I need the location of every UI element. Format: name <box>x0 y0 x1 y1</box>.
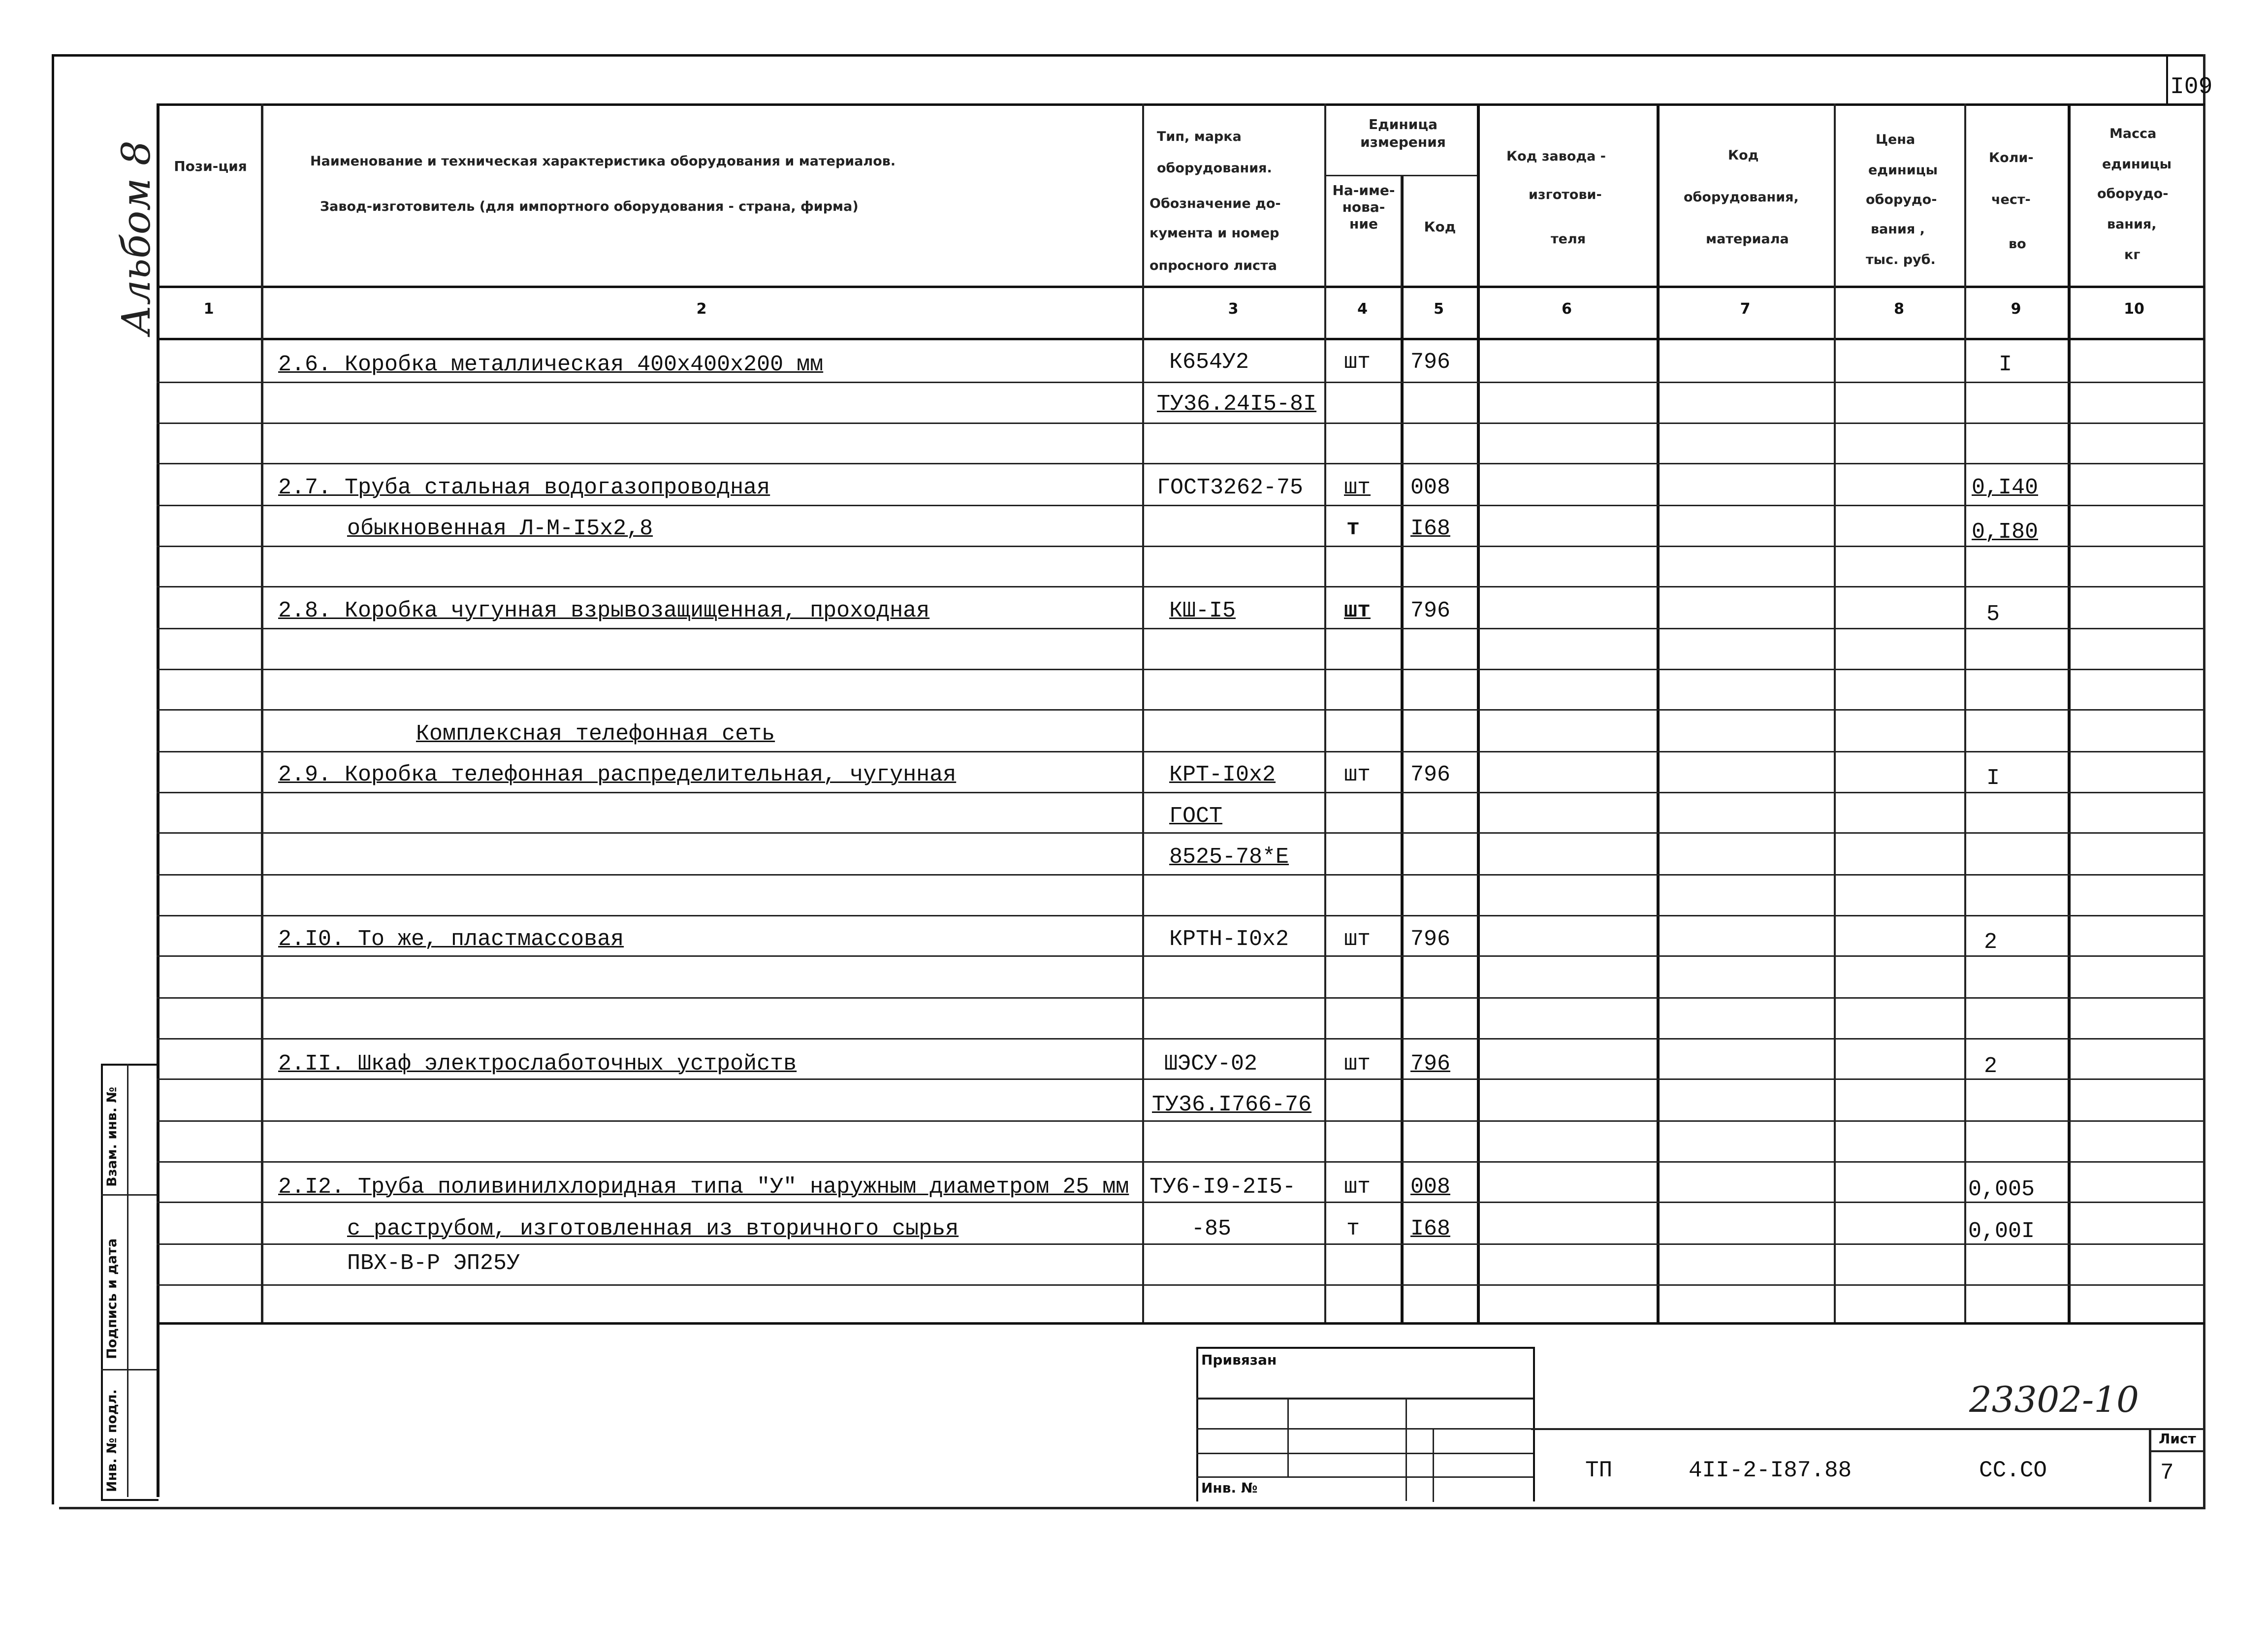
header-type-b: оборудования. <box>1157 161 1272 176</box>
item-type: ТУ36.24I5-8I <box>1157 391 1317 417</box>
colnum-10: 10 <box>2124 300 2144 318</box>
left-stamp-line <box>101 1194 157 1196</box>
item-qty: 5 <box>1986 602 2000 627</box>
item-unit-code: 008 <box>1410 1174 1451 1200</box>
header-name-line2: Завод-изготовитель (для импортного оборудования - страна, фирма) <box>320 199 859 214</box>
row-line <box>157 463 2204 464</box>
header-price-e: тыс. руб. <box>1866 252 1936 267</box>
row-line <box>157 1284 2204 1286</box>
header-equip-code-b: оборудования, <box>1684 190 1799 205</box>
item-unit: шт <box>1344 1174 1371 1200</box>
section-heading: Комплексная телефонная сеть <box>416 721 775 747</box>
item-unit-code: 008 <box>1410 475 1451 500</box>
item-qty: 0,I40 <box>1972 475 2039 500</box>
col-line-1 <box>261 103 263 1322</box>
privyazan-box <box>1196 1347 1535 1501</box>
privyazan-line <box>1196 1398 1533 1400</box>
album-label: Альбом 8 <box>113 140 159 335</box>
colnum-5: 5 <box>1434 300 1444 318</box>
frame-bottom <box>59 1507 2205 1509</box>
item-name: 2.I0. То же, пластмассовая <box>278 927 624 952</box>
colnum-bottom-line <box>157 338 2204 340</box>
item-type: КШ-I5 <box>1169 598 1236 623</box>
left-stamp-divider <box>127 1064 128 1497</box>
item-unit-code: 796 <box>1410 762 1451 787</box>
header-factory-b: изготови- <box>1529 187 1602 202</box>
item-unit-code: I68 <box>1410 1216 1451 1241</box>
item-type: ГОСТ3262-75 <box>1157 475 1304 500</box>
header-equip-code-c: материала <box>1706 231 1789 247</box>
row-line <box>157 1161 2204 1163</box>
doc-section: СС.СО <box>1979 1458 2047 1483</box>
row-line <box>157 1202 2204 1203</box>
item-unit: т <box>1346 1216 1360 1241</box>
item-unit: шт <box>1344 762 1371 787</box>
header-mass-c: оборудо- <box>2097 186 2169 201</box>
title-block-line <box>2149 1450 2203 1452</box>
colnum-3: 3 <box>1228 300 1239 318</box>
header-factory-a: Код завода - <box>1506 149 1606 164</box>
header-price-c: оборудо- <box>1866 192 1937 207</box>
header-type-c: Обозначение до- <box>1150 196 1281 211</box>
row-line <box>157 546 2204 547</box>
item-unit-code: 796 <box>1410 927 1451 952</box>
privyazan-line <box>1196 1476 1533 1478</box>
item-name: ПВХ-В-Р ЭП25У <box>347 1251 520 1276</box>
row-line <box>157 628 2204 629</box>
item-type: ТУ6-I9-2I5- <box>1150 1174 1296 1200</box>
col-line-7 <box>1834 103 1836 1322</box>
item-unit-code: 796 <box>1410 350 1451 375</box>
privyazan-line <box>1196 1428 1533 1430</box>
item-name: с раструбом, изготовленная из вторичного сырья <box>347 1216 959 1241</box>
row-line <box>157 997 2204 999</box>
item-type: ШЭСУ-02 <box>1164 1051 1258 1076</box>
title-block-divider <box>2149 1428 2151 1502</box>
colnum-9: 9 <box>2011 300 2021 318</box>
header-type-e: опросного листа <box>1150 258 1277 273</box>
privyazan-divider <box>1287 1398 1289 1476</box>
row-line <box>157 751 2204 752</box>
item-qty: 0,I80 <box>1972 520 2039 545</box>
item-qty: I <box>1986 766 2000 791</box>
item-qty: 2 <box>1984 1054 1998 1079</box>
item-type: -85 <box>1191 1216 1232 1241</box>
header-price-a: Цена <box>1876 132 1916 147</box>
sheet-number: 7 <box>2160 1460 2174 1486</box>
row-line <box>157 1078 2204 1080</box>
item-qty: 0,005 <box>1968 1177 2035 1202</box>
privyazan-label: Привязан <box>1201 1352 1277 1368</box>
item-unit: шт <box>1344 1051 1371 1076</box>
item-unit: шт <box>1344 927 1371 952</box>
frame-right <box>2203 54 2205 1509</box>
item-qty: I <box>1999 352 2012 377</box>
colnum-8: 8 <box>1894 300 1904 318</box>
header-qty-a: Коли- <box>1989 150 2034 165</box>
table-top-line <box>157 103 2204 106</box>
header-bottom-line <box>157 286 2204 288</box>
row-line <box>157 669 2204 670</box>
item-name: обыкновенная Л-М-I5х2,8 <box>347 516 653 541</box>
header-equip-code-a: Код <box>1728 148 1759 163</box>
header-unit-code: Код <box>1424 219 1456 235</box>
row-line <box>157 423 2204 424</box>
privyazan-divider <box>1433 1428 1434 1502</box>
header-factory-c: теля <box>1551 231 1586 247</box>
item-type: К654У2 <box>1169 350 1249 375</box>
privyazan-divider <box>1406 1398 1407 1501</box>
side-label-inv: Инв. № подл. <box>104 1389 120 1492</box>
item-type: 8525-78*Е <box>1169 845 1289 870</box>
item-name: 2.6. Коробка металлическая 400х400х200 мм <box>278 352 824 377</box>
header-mass-d: вания, <box>2107 217 2157 232</box>
row-line <box>157 586 2204 587</box>
item-unit: шт <box>1344 598 1371 623</box>
item-qty: 2 <box>1984 930 1998 955</box>
colnum-6: 6 <box>1562 300 1572 318</box>
row-line <box>157 505 2204 506</box>
row-line <box>157 792 2204 793</box>
item-type: КРТ-I0х2 <box>1169 762 1276 787</box>
row-line <box>157 709 2204 711</box>
header-price-b: единицы <box>1868 163 1938 178</box>
row-line <box>157 1243 2204 1245</box>
header-mass-e: кг <box>2124 247 2140 262</box>
colnum-7: 7 <box>1740 300 1751 318</box>
item-unit: шт <box>1344 475 1371 500</box>
col-line-4 <box>1401 175 1404 1322</box>
header-unit-name: На-име-нова-ние <box>1332 182 1395 232</box>
row-line <box>157 874 2204 876</box>
header-type-a: Тип, марка <box>1157 129 1242 144</box>
item-unit: т <box>1346 516 1360 541</box>
col-line-8 <box>1964 103 1966 1322</box>
row-line <box>157 1120 2204 1122</box>
row-line <box>157 955 2204 957</box>
title-block-line <box>1531 1428 2203 1430</box>
drawing-number: 23302-10 <box>1969 1379 2139 1420</box>
header-mass-b: единицы <box>2102 157 2172 172</box>
colnum-2: 2 <box>696 300 707 318</box>
item-type: ТУ36.I766-76 <box>1152 1092 1312 1117</box>
row-line <box>157 832 2204 834</box>
item-unit-code: I68 <box>1410 516 1451 541</box>
item-qty: 0,00I <box>1968 1219 2035 1244</box>
col-line-2 <box>1142 103 1144 1322</box>
side-label-podpis: Подпись и дата <box>104 1238 120 1359</box>
header-qty-b: чест- <box>1991 192 2031 207</box>
header-type-d: кумента и номер <box>1150 226 1279 241</box>
table-body-bottom <box>157 1322 2204 1325</box>
item-name: 2.8. Коробка чугунная взрывозащищенная, проходная <box>278 598 930 623</box>
col-line-6 <box>1657 103 1660 1322</box>
privyazan-line <box>1196 1453 1533 1454</box>
side-label-vzam: Взам. инв. № <box>104 1086 120 1187</box>
col-line-3 <box>1324 103 1326 1322</box>
header-mass-a: Масса <box>2109 126 2157 141</box>
header-name-line1: Наименование и техническая характеристика оборудования и материалов. <box>310 154 896 169</box>
item-type: КРТН-I0х2 <box>1169 927 1289 952</box>
item-name: 2.II. Шкаф электрослаботочных устройств <box>278 1051 797 1076</box>
header-price-d: вания , <box>1871 222 1925 237</box>
header-position: Пози-ция <box>174 158 247 174</box>
inv-label: Инв. № <box>1201 1480 1258 1496</box>
row-line <box>157 915 2204 916</box>
left-stamp-line <box>101 1369 157 1370</box>
colnum-4: 4 <box>1357 300 1368 318</box>
sheet-label: Лист <box>2159 1431 2196 1447</box>
item-unit: шт <box>1344 350 1371 375</box>
item-name: 2.I2. Труба поливинилхлоридная типа "У" наружным диаметром 25 мм <box>278 1174 1129 1200</box>
doc-code: 4II-2-I87.88 <box>1689 1458 1852 1483</box>
header-qty-c: во <box>2009 236 2026 252</box>
colnum-1: 1 <box>203 300 214 318</box>
item-name: 2.9. Коробка телефонная распределительная, чугунная <box>278 762 957 787</box>
unit-subheader-line <box>1324 175 1477 176</box>
header-unit-group: Единица измерения <box>1360 116 1446 150</box>
row-line <box>157 1038 2204 1040</box>
row-line <box>157 382 2204 383</box>
item-name: 2.7. Труба стальная водогазопроводная <box>278 475 770 500</box>
item-type: ГОСТ <box>1169 804 1223 829</box>
item-unit-code: 796 <box>1410 1051 1451 1076</box>
doc-type: ТП <box>1585 1458 1613 1483</box>
page-number: I09 <box>2170 74 2213 100</box>
col-line-9 <box>2068 103 2071 1322</box>
item-unit-code: 796 <box>1410 598 1451 623</box>
col-line-5 <box>1477 103 1480 1322</box>
